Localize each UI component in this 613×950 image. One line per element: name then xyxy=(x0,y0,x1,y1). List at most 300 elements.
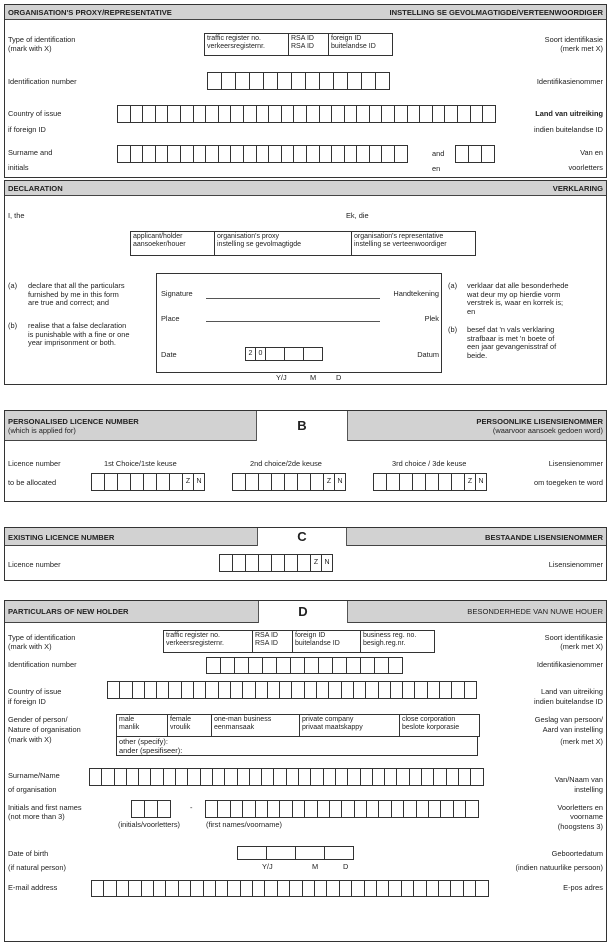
char-box[interactable] xyxy=(351,880,364,897)
char-box[interactable] xyxy=(394,145,408,163)
option-rsa-id[interactable] xyxy=(288,34,328,55)
char-box[interactable] xyxy=(302,880,315,897)
char-box[interactable] xyxy=(163,768,176,786)
char-box[interactable] xyxy=(224,768,237,786)
char-box[interactable] xyxy=(356,145,370,163)
char-box[interactable] xyxy=(394,105,408,123)
char-box[interactable] xyxy=(375,72,390,90)
clause-line: beide. xyxy=(467,350,488,360)
char-box[interactable] xyxy=(271,554,285,572)
char-box[interactable] xyxy=(298,768,311,786)
char-box[interactable] xyxy=(457,105,471,123)
char-box[interactable] xyxy=(245,473,259,491)
char-box[interactable] xyxy=(291,72,306,90)
holder-id-number-boxes[interactable] xyxy=(207,657,403,674)
char-box[interactable] xyxy=(409,768,422,786)
char-box[interactable] xyxy=(103,880,116,897)
dob-label-af: Geboortedatum xyxy=(551,849,603,858)
char-box[interactable] xyxy=(279,800,292,818)
char-box[interactable] xyxy=(150,768,163,786)
option-label: RSA ID xyxy=(291,43,314,51)
char-box[interactable] xyxy=(286,768,299,786)
char-box[interactable] xyxy=(428,800,441,818)
char-box[interactable] xyxy=(243,105,257,123)
option-foreign-id[interactable] xyxy=(292,631,360,652)
char-box[interactable] xyxy=(155,105,169,123)
char-box[interactable] xyxy=(304,657,319,674)
section-b-subtitle-af: (waarvoor aansoek gedoen word) xyxy=(492,426,603,435)
char-box[interactable] xyxy=(187,768,200,786)
char-box[interactable] xyxy=(190,880,203,897)
char-box[interactable] xyxy=(180,105,194,123)
char-box[interactable] xyxy=(243,145,257,163)
char-box[interactable] xyxy=(205,681,218,699)
role-label: organisation's representative xyxy=(354,233,444,240)
char-box[interactable] xyxy=(126,768,139,786)
char-box[interactable] xyxy=(341,681,354,699)
char-box[interactable] xyxy=(318,657,333,674)
option-traffic-register[interactable] xyxy=(205,34,288,55)
char-box[interactable] xyxy=(386,473,400,491)
char-box[interactable] xyxy=(142,145,156,163)
char-box[interactable] xyxy=(347,768,360,786)
choice-1-boxes[interactable] xyxy=(92,473,205,491)
char-box[interactable] xyxy=(205,800,218,818)
gender-nature-options[interactable] xyxy=(116,714,480,737)
char-box[interactable] xyxy=(101,768,114,786)
char-box[interactable] xyxy=(281,105,295,123)
char-box[interactable] xyxy=(273,768,286,786)
char-box[interactable] xyxy=(193,105,207,123)
char-box[interactable] xyxy=(360,768,373,786)
choice-3-boxes[interactable] xyxy=(374,473,487,491)
char-box[interactable] xyxy=(468,145,482,163)
char-box[interactable] xyxy=(292,800,305,818)
char-box[interactable] xyxy=(119,681,132,699)
role-org-representative[interactable] xyxy=(351,232,475,255)
char-box[interactable] xyxy=(277,880,290,897)
holder-country-boxes[interactable] xyxy=(108,681,477,699)
char-box[interactable] xyxy=(221,72,236,90)
char-box[interactable] xyxy=(306,145,320,163)
char-box[interactable] xyxy=(268,145,282,163)
char-box[interactable] xyxy=(399,473,413,491)
char-box[interactable] xyxy=(440,800,453,818)
char-box[interactable] xyxy=(470,768,483,786)
char-box[interactable] xyxy=(219,554,233,572)
initials-label-af-2: voorname xyxy=(570,812,603,821)
char-box[interactable] xyxy=(267,800,280,818)
char-box[interactable] xyxy=(316,681,329,699)
email-boxes[interactable] xyxy=(92,880,489,897)
char-box[interactable] xyxy=(267,681,280,699)
char-box[interactable] xyxy=(91,880,104,897)
char-box[interactable] xyxy=(339,880,352,897)
char-box[interactable] xyxy=(481,145,495,163)
char-box[interactable] xyxy=(117,105,131,123)
char-box[interactable] xyxy=(464,681,477,699)
char-box[interactable] xyxy=(450,880,463,897)
char-box[interactable] xyxy=(207,72,222,90)
char-box[interactable] xyxy=(425,473,439,491)
char-box[interactable] xyxy=(130,145,144,163)
char-box[interactable] xyxy=(167,145,181,163)
option-label: foreign ID xyxy=(331,35,362,42)
date-digit[interactable] xyxy=(284,347,304,361)
char-box[interactable] xyxy=(305,72,320,90)
char-box[interactable] xyxy=(384,768,397,786)
char-box[interactable] xyxy=(438,880,451,897)
char-box[interactable] xyxy=(107,681,120,699)
char-box[interactable] xyxy=(326,880,339,897)
char-box[interactable] xyxy=(255,800,268,818)
char-box[interactable] xyxy=(465,800,478,818)
char-box[interactable] xyxy=(333,72,348,90)
char-box[interactable] xyxy=(232,473,246,491)
char-box[interactable] xyxy=(419,105,433,123)
char-box[interactable] xyxy=(310,473,324,491)
place-line[interactable] xyxy=(206,321,380,322)
char-box[interactable] xyxy=(230,145,244,163)
char-box[interactable] xyxy=(234,657,249,674)
char-box[interactable] xyxy=(402,681,415,699)
char-box[interactable] xyxy=(413,880,426,897)
char-box[interactable] xyxy=(341,800,354,818)
char-box[interactable] xyxy=(374,657,389,674)
dob-boxes[interactable] xyxy=(238,846,354,860)
char-box[interactable] xyxy=(378,800,391,818)
char-box[interactable] xyxy=(364,880,377,897)
char-box[interactable] xyxy=(200,768,213,786)
char-box[interactable] xyxy=(390,681,403,699)
char-box[interactable] xyxy=(237,768,250,786)
char-box[interactable] xyxy=(230,800,243,818)
char-box[interactable] xyxy=(304,800,317,818)
char-box[interactable] xyxy=(131,800,145,818)
char-box[interactable] xyxy=(258,554,272,572)
char-box[interactable] xyxy=(91,473,105,491)
dob-digit[interactable] xyxy=(324,846,354,860)
char-box[interactable] xyxy=(373,473,387,491)
holder-country-label-en-note: if foreign ID xyxy=(8,697,46,706)
section-proxy-title-en: ORGANISATION'S PROXY/REPRESENTATIVE xyxy=(8,8,172,17)
char-box[interactable] xyxy=(421,768,434,786)
char-box[interactable] xyxy=(396,768,409,786)
holder-surname-label-en: Surname/Name xyxy=(8,771,60,780)
char-box[interactable] xyxy=(153,880,166,897)
char-box[interactable] xyxy=(365,681,378,699)
clause-b-marker-af: (b) xyxy=(448,325,458,334)
char-box[interactable] xyxy=(391,800,404,818)
option-rsa-id[interactable] xyxy=(252,631,292,652)
char-box[interactable] xyxy=(331,145,345,163)
char-box[interactable] xyxy=(306,105,320,123)
char-box[interactable] xyxy=(279,681,292,699)
proxy-surname-boxes[interactable] xyxy=(118,145,408,163)
char-box[interactable] xyxy=(293,145,307,163)
char-box[interactable] xyxy=(249,768,262,786)
char-box[interactable] xyxy=(372,768,385,786)
char-box[interactable] xyxy=(335,768,348,786)
dob-digit[interactable] xyxy=(237,846,267,860)
date-label: Date xyxy=(161,350,177,359)
char-box[interactable] xyxy=(310,768,323,786)
other-label: other (specify): xyxy=(119,737,168,746)
char-box[interactable] xyxy=(230,105,244,123)
char-box[interactable] xyxy=(293,105,307,123)
char-box[interactable] xyxy=(331,105,345,123)
char-box[interactable] xyxy=(262,657,277,674)
char-box[interactable] xyxy=(193,145,207,163)
holder-first-names-boxes[interactable] xyxy=(206,800,479,818)
char-box[interactable] xyxy=(332,657,347,674)
char-box[interactable] xyxy=(369,105,383,123)
char-box[interactable] xyxy=(344,105,358,123)
char-box[interactable] xyxy=(175,768,188,786)
option-label: foreign ID xyxy=(295,632,326,639)
char-box[interactable] xyxy=(132,681,145,699)
char-box[interactable] xyxy=(361,72,376,90)
char-box[interactable] xyxy=(276,657,291,674)
char-box[interactable] xyxy=(263,72,278,90)
char-box[interactable] xyxy=(403,800,416,818)
char-box[interactable] xyxy=(347,72,362,90)
char-box[interactable] xyxy=(255,681,268,699)
char-box[interactable] xyxy=(217,800,230,818)
char-box[interactable] xyxy=(438,473,452,491)
date-day-label: D xyxy=(336,373,342,382)
char-box[interactable] xyxy=(353,681,366,699)
declarant-role-options[interactable] xyxy=(130,231,476,256)
char-box[interactable] xyxy=(261,768,274,786)
char-box[interactable] xyxy=(426,880,439,897)
char-box[interactable] xyxy=(156,681,169,699)
char-box[interactable] xyxy=(378,681,391,699)
char-box[interactable] xyxy=(104,473,118,491)
char-box[interactable] xyxy=(138,768,151,786)
option-foreign-id[interactable] xyxy=(328,34,392,55)
char-box[interactable] xyxy=(144,800,158,818)
char-box[interactable] xyxy=(130,105,144,123)
char-box[interactable] xyxy=(193,681,206,699)
char-box[interactable] xyxy=(242,800,255,818)
char-box[interactable] xyxy=(165,880,178,897)
char-box[interactable] xyxy=(128,880,141,897)
option-label: traffic register no. xyxy=(207,35,261,42)
char-box[interactable] xyxy=(458,768,471,786)
char-box[interactable] xyxy=(319,105,333,123)
char-box[interactable] xyxy=(354,800,367,818)
clause-line: en xyxy=(467,306,476,316)
char-box[interactable] xyxy=(168,681,181,699)
choice-3-label: 3rd choice / 3de keuse xyxy=(392,459,467,468)
char-box[interactable] xyxy=(232,554,246,572)
char-box[interactable] xyxy=(143,473,157,491)
country-label-en: Country of issue xyxy=(8,109,62,118)
char-box[interactable] xyxy=(157,800,171,818)
char-box[interactable] xyxy=(401,880,414,897)
char-box[interactable] xyxy=(304,681,317,699)
date-digit[interactable] xyxy=(265,347,285,361)
char-box[interactable] xyxy=(455,145,469,163)
proxy-id-number-boxes[interactable] xyxy=(208,72,390,90)
dob-digit[interactable] xyxy=(266,846,296,860)
char-box[interactable] xyxy=(482,105,496,123)
char-box[interactable] xyxy=(376,880,389,897)
char-box[interactable] xyxy=(205,105,219,123)
licence-number-label-af: Lisensienommer xyxy=(548,459,603,468)
option-label: buitelandse ID xyxy=(295,640,340,648)
char-box[interactable] xyxy=(463,880,476,897)
char-box[interactable] xyxy=(248,657,263,674)
role-applicant-holder[interactable] xyxy=(131,232,214,255)
char-box[interactable] xyxy=(366,800,379,818)
char-box[interactable] xyxy=(218,681,231,699)
char-box[interactable] xyxy=(178,880,191,897)
char-box[interactable] xyxy=(117,145,131,163)
char-box[interactable] xyxy=(416,800,429,818)
char-box[interactable] xyxy=(240,880,253,897)
char-box[interactable] xyxy=(206,657,221,674)
id-number-label-en: Identification number xyxy=(8,77,77,86)
holder-surname-boxes[interactable] xyxy=(90,768,484,786)
char-box[interactable] xyxy=(433,768,446,786)
char-box[interactable] xyxy=(284,473,298,491)
char-box[interactable] xyxy=(369,145,383,163)
char-box[interactable] xyxy=(412,473,426,491)
char-box[interactable] xyxy=(142,105,156,123)
char-box[interactable] xyxy=(317,800,330,818)
holder-id-type-options[interactable] xyxy=(163,630,435,653)
char-box[interactable] xyxy=(319,145,333,163)
char-box[interactable] xyxy=(297,473,311,491)
proxy-initials-boxes[interactable] xyxy=(456,145,495,163)
dob-digit[interactable] xyxy=(295,846,325,860)
char-box[interactable] xyxy=(256,145,270,163)
char-box[interactable] xyxy=(323,768,336,786)
char-box[interactable] xyxy=(451,681,464,699)
char-box[interactable] xyxy=(116,880,129,897)
char-box[interactable] xyxy=(470,105,484,123)
char-box[interactable] xyxy=(284,554,298,572)
char-box[interactable] xyxy=(212,768,225,786)
char-box[interactable] xyxy=(156,473,170,491)
char-box[interactable] xyxy=(291,681,304,699)
option-business-reg[interactable] xyxy=(360,631,434,652)
char-box[interactable] xyxy=(319,72,334,90)
char-box[interactable] xyxy=(218,105,232,123)
char-box[interactable] xyxy=(289,880,302,897)
char-box[interactable] xyxy=(205,145,219,163)
option-one-man-business[interactable] xyxy=(211,715,299,736)
proxy-country-boxes[interactable] xyxy=(118,105,496,123)
char-box[interactable] xyxy=(453,800,466,818)
char-box[interactable] xyxy=(268,105,282,123)
char-box[interactable] xyxy=(344,145,358,163)
option-traffic-register[interactable] xyxy=(164,631,252,652)
role-org-proxy[interactable] xyxy=(214,232,351,255)
char-box[interactable] xyxy=(381,145,395,163)
char-box[interactable] xyxy=(117,473,131,491)
clause-line: year imprisonment or both. xyxy=(28,338,116,348)
char-box[interactable] xyxy=(444,105,458,123)
char-box[interactable] xyxy=(388,657,403,674)
char-box[interactable] xyxy=(271,473,285,491)
char-box[interactable] xyxy=(220,657,235,674)
option-private-company[interactable] xyxy=(299,715,399,736)
char-box[interactable] xyxy=(245,554,259,572)
char-box[interactable] xyxy=(427,681,440,699)
option-male[interactable] xyxy=(117,715,167,736)
char-box[interactable] xyxy=(203,880,216,897)
char-box[interactable] xyxy=(297,554,311,572)
char-box[interactable] xyxy=(215,880,228,897)
choice-2-boxes[interactable] xyxy=(233,473,346,491)
char-box[interactable] xyxy=(360,657,375,674)
char-box[interactable] xyxy=(235,72,250,90)
char-box[interactable] xyxy=(230,681,243,699)
char-box[interactable] xyxy=(242,681,255,699)
char-box[interactable] xyxy=(114,768,127,786)
char-box[interactable] xyxy=(167,105,181,123)
char-box[interactable] xyxy=(446,768,459,786)
char-box[interactable] xyxy=(407,105,421,123)
gender-label-en: Gender of person/ xyxy=(8,715,68,724)
char-box[interactable] xyxy=(89,768,102,786)
char-box[interactable] xyxy=(256,105,270,123)
char-box[interactable] xyxy=(144,681,157,699)
option-close-corporation[interactable] xyxy=(399,715,479,736)
char-box[interactable] xyxy=(356,105,370,123)
char-box[interactable] xyxy=(290,657,305,674)
char-box[interactable] xyxy=(155,145,169,163)
char-box[interactable] xyxy=(258,473,272,491)
char-box[interactable] xyxy=(130,473,144,491)
char-box[interactable] xyxy=(277,72,292,90)
char-box[interactable] xyxy=(252,880,265,897)
char-box[interactable] xyxy=(314,880,327,897)
char-box[interactable] xyxy=(328,681,341,699)
char-box[interactable] xyxy=(281,145,295,163)
char-box[interactable] xyxy=(181,681,194,699)
signature-line[interactable] xyxy=(206,298,380,299)
existing-licence-boxes[interactable] xyxy=(220,554,333,572)
holder-initials-boxes[interactable] xyxy=(132,800,171,818)
char-box[interactable] xyxy=(414,681,427,699)
char-box[interactable] xyxy=(264,880,277,897)
char-box[interactable] xyxy=(346,657,361,674)
char-box[interactable] xyxy=(388,880,401,897)
char-box[interactable] xyxy=(329,800,342,818)
char-box[interactable] xyxy=(169,473,183,491)
char-box[interactable] xyxy=(218,145,232,163)
char-box[interactable] xyxy=(141,880,154,897)
province-code-box: Z xyxy=(310,554,322,572)
proxy-id-type-options[interactable] xyxy=(204,33,393,56)
char-box[interactable] xyxy=(439,681,452,699)
char-box[interactable] xyxy=(180,145,194,163)
declaration-date-boxes[interactable] xyxy=(246,347,323,361)
option-label: besigh.reg.nr. xyxy=(363,640,406,648)
char-box[interactable] xyxy=(451,473,465,491)
char-box[interactable] xyxy=(432,105,446,123)
char-box[interactable] xyxy=(381,105,395,123)
char-box[interactable] xyxy=(227,880,240,897)
char-box[interactable] xyxy=(249,72,264,90)
option-female[interactable] xyxy=(167,715,211,736)
char-box[interactable] xyxy=(475,880,488,897)
date-digit[interactable] xyxy=(303,347,323,361)
